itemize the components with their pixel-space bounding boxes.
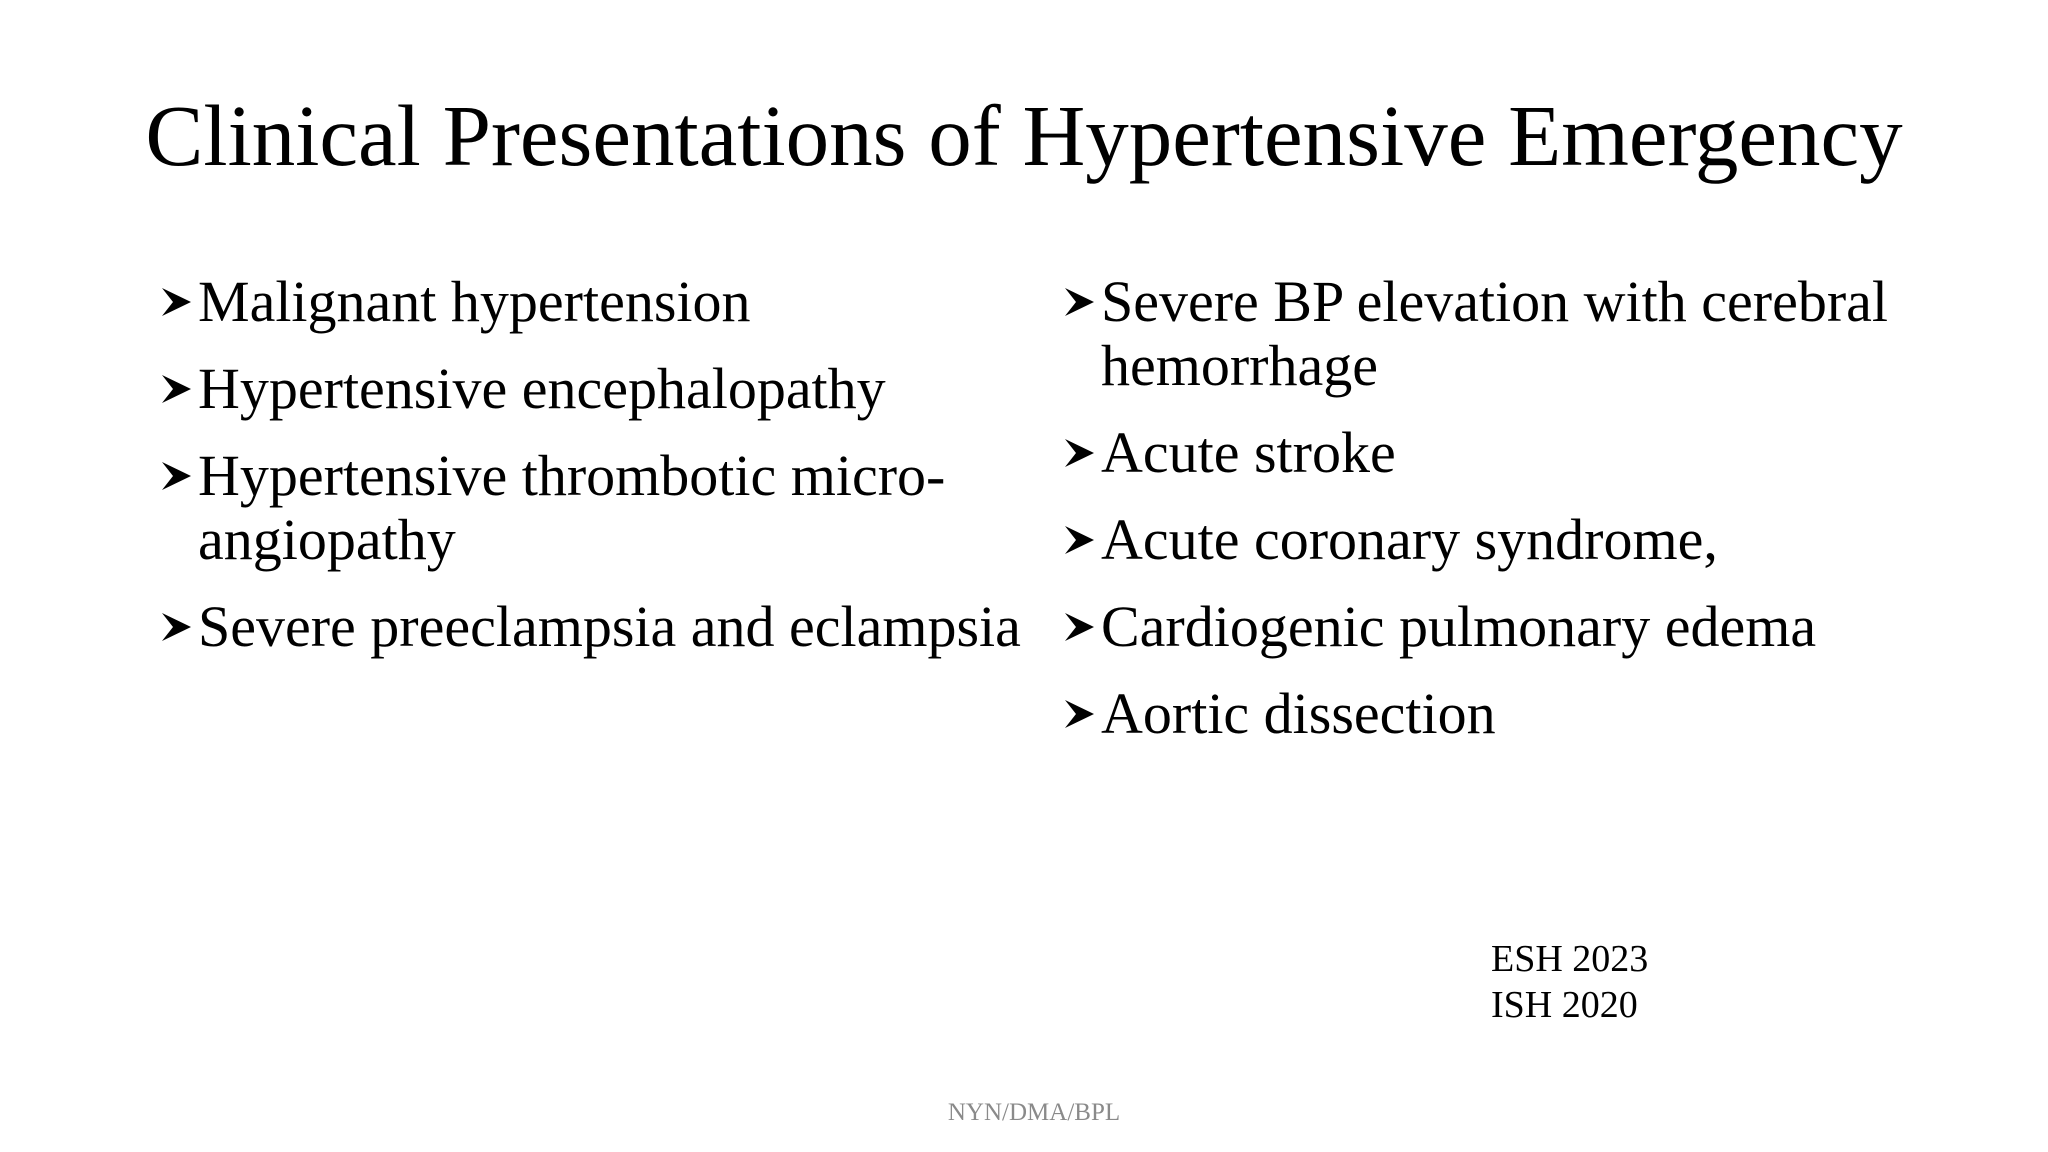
arrowhead-bullet-icon <box>1063 270 1101 334</box>
list-item <box>1063 595 1923 659</box>
arrowhead-bullet-icon <box>160 357 198 421</box>
list-item-label: Hypertensive encephalopathy <box>198 356 886 421</box>
arrowhead-bullet-icon <box>160 270 198 334</box>
arrowhead-bullet-icon <box>1063 421 1101 485</box>
list-item-label: Hypertensive thrombotic micro-angiopathy <box>198 443 946 572</box>
slide-title: Clinical Presentations of Hypertensive Emergency <box>145 87 1903 184</box>
reference-ish: ISH 2020 <box>1491 984 1638 1026</box>
list-item <box>160 270 1040 334</box>
arrowhead-bullet-icon <box>160 444 198 508</box>
footer-text: NYN/DMA/BPL <box>947 1099 1121 1126</box>
list-item <box>1063 270 1923 398</box>
list-item-label: Malignant hypertension <box>198 269 751 334</box>
list-item <box>160 595 1040 659</box>
list-item-label: Acute stroke <box>1101 420 1396 485</box>
arrowhead-bullet-icon <box>1063 508 1101 572</box>
list-item-label: Acute coronary syndrome, <box>1101 507 1718 572</box>
right-bullet-list <box>1063 270 1923 769</box>
list-item <box>1063 421 1923 485</box>
references <box>1491 936 1648 1028</box>
list-item-label: Cardiogenic pulmonary edema <box>1101 594 1817 659</box>
list-item <box>1063 682 1923 746</box>
list-item <box>1063 508 1923 572</box>
reference-esh: ESH 2023 <box>1491 938 1649 980</box>
list-item <box>160 357 1040 421</box>
list-item-label: Severe BP elevation with cerebral hemorrhage <box>1101 269 1888 398</box>
arrowhead-bullet-icon <box>1063 682 1101 746</box>
list-item-label: Severe preeclampsia and eclampsia <box>198 594 1021 659</box>
arrowhead-bullet-icon <box>1063 595 1101 659</box>
left-bullet-list <box>160 270 1040 682</box>
arrowhead-bullet-icon <box>160 595 198 659</box>
list-item-label: Aortic dissection <box>1101 681 1496 746</box>
list-item <box>160 444 1040 572</box>
